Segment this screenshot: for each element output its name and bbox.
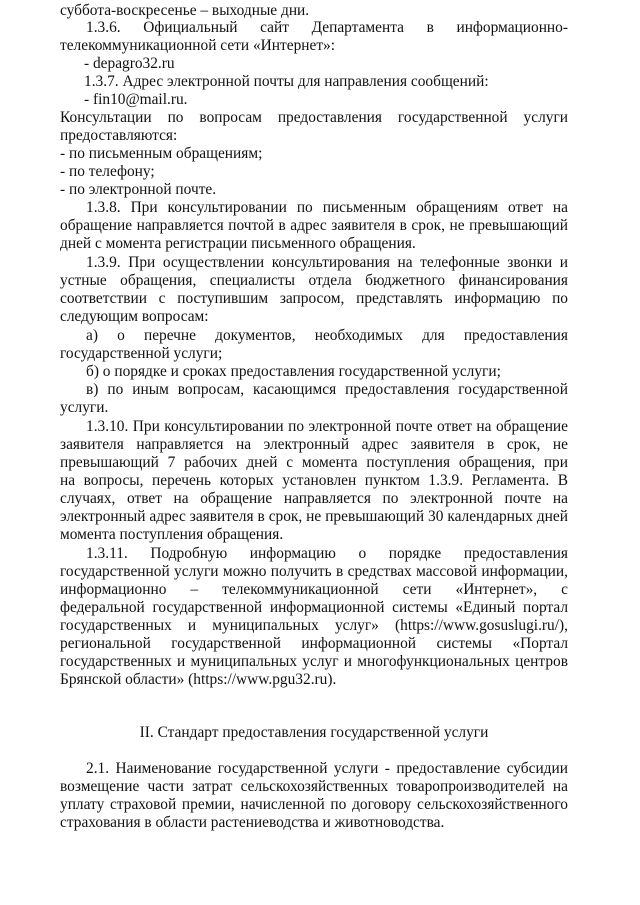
text-line: услуги. — [60, 399, 109, 416]
text-line: телекоммуникационной сети «Интернет»: — [60, 37, 336, 54]
section-1-3-6-heading: 1.3.6. Официальный сайт Департамента в информационно- — [86, 19, 568, 36]
section-1-3-9-heading: 1.3.9. При осуществлении консультирования на телефонные звонки и — [86, 254, 568, 271]
text-line: на вопросы, перечень которых установлен пунктом 1.3.9. Регламента. В — [60, 472, 568, 489]
text-line: Консультации по вопросам предоставления государственной услуги — [60, 109, 568, 126]
text-line: государственной услуги можно получить в средствах массовой информации, — [60, 563, 568, 580]
text-line: устные обращения, специалисты отдела бюджетного финансирования — [60, 272, 568, 289]
text-line: следующим вопросам: — [60, 308, 209, 325]
email-address: - fin10@mail.ru. — [84, 91, 188, 108]
list-item: - по электронной почте. — [60, 181, 217, 198]
text-line: государственных и муниципальных услуг и многофункциональных центров — [60, 653, 568, 670]
text-line: момента поступления обращения. — [60, 526, 284, 543]
text-line: региональной государственной информационной системы «Портал — [60, 635, 568, 652]
list-item-b: б) о порядке и сроках предоставления государственной услуги; — [86, 363, 501, 380]
text-line: заявителя направляется на электронный адрес заявителя в срок, не — [60, 436, 568, 453]
section-1-3-11-heading: 1.3.11. Подробную информацию о порядке предоставления — [86, 545, 568, 562]
section-ii-title: II. Стандарт предоставления государственной услуги — [139, 724, 489, 741]
text-line: электронный адрес заявителя в срок, не превышающий 30 календарных дней — [60, 508, 568, 525]
text-line: Брянской области» (https://www.pgu32.ru). — [60, 671, 337, 688]
section-1-3-8-heading: 1.3.8. При консультировании по письменным обращениям ответ на — [86, 199, 568, 216]
text-line: страхования в области растениеводства и животноводства. — [60, 814, 445, 831]
text-line: государственной услуги; — [60, 345, 223, 362]
text-line: федеральной государственной информационной системы «Единый портал — [60, 599, 568, 616]
text-line: государственных и муниципальных услуг» (https://www.gosuslugi.ru/), — [60, 617, 568, 634]
text-line: дней с момента регистрации письменного обращения. — [60, 235, 416, 252]
text-line: превышающий 7 рабочих дней с момента поступления обращения, при — [60, 454, 568, 471]
text-line: предоставляются: — [60, 127, 178, 144]
section-1-3-10-heading: 1.3.10. При консультировании по электронной почте ответ на обращение — [86, 418, 568, 435]
text-line: возмещение части затрат сельскохозяйственных товаропроизводителей на — [60, 778, 568, 795]
text-line: случаях, ответ на обращение направляется по электронной почте на — [60, 490, 568, 507]
list-item-c: в) по иным вопросам, касающимся предоставления государственной — [86, 381, 568, 398]
text-line: обращение направляется почтой в адрес заявителя в срок, не превышающий — [60, 217, 568, 234]
text-line: информационно – телекоммуникационной сети «Интернет», с — [60, 581, 568, 598]
text-line: уплату страховой премии, начисленной по договору сельскохозяйственного — [60, 796, 568, 813]
section-2-1-heading: 2.1. Наименование государственной услуги - предоставление субсидии — [86, 760, 568, 777]
list-item: - по письменным обращениям; — [60, 145, 263, 162]
list-item: - по телефону; — [60, 163, 155, 180]
section-1-3-7-heading: 1.3.7. Адрес электронной почты для направления сообщений: — [84, 73, 489, 90]
list-item-a: а) о перечне документов, необходимых для предоставления — [86, 327, 568, 344]
website-address: - depagro32.ru — [84, 55, 175, 72]
text-line: соответствии с поступившим запросом, представлять информацию по — [60, 290, 568, 307]
text-line: суббота-воскресенье – выходные дни. — [60, 2, 310, 19]
